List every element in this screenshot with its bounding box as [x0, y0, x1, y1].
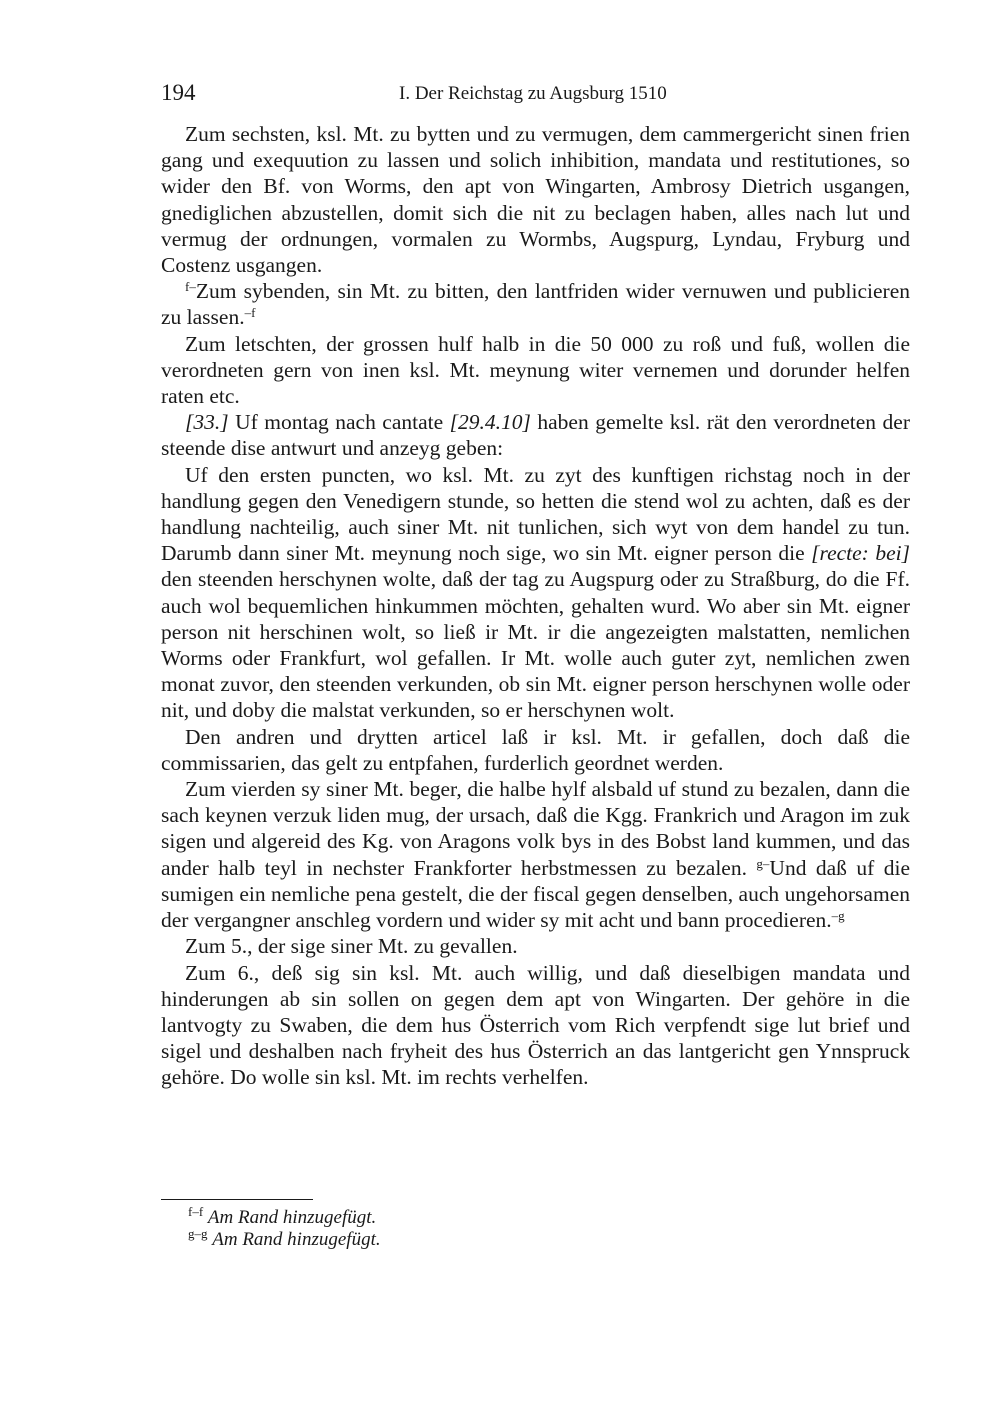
footnote-g	[188, 1226, 888, 1251]
footnote-f	[188, 1204, 888, 1229]
footnote-mark: f–f	[188, 1204, 204, 1219]
footnote-mark-open: f–	[185, 279, 196, 295]
footnote-rule	[161, 1199, 313, 1200]
paragraph-text: Zum letschten, der grossen hulf halb in die 50 000 zu roß und fuß, wollen die verordneten gern von inen ksl. Mt. meynung witer vernemen und dorunder helfen raten etc.	[161, 331, 910, 409]
paragraph-4th-point	[161, 776, 910, 933]
paragraph-last-point	[161, 331, 910, 410]
paragraph-text: Zum sechsten, ksl. Mt. zu bytten und zu vermugen, dem cammergericht sinen frien gang und exequution zu lassen und solich inhibition, mandata und restitutiones, so wider den Bf. von Worms, den apt von Wingarten, Ambrosy Dietrich usgangen, gnediglichen abzustellen, domit sich die nit zu beclagen haben, alles nach lut und vermug der ordnungen, vormalen zu Wormbs, Augspurg, Lyndau, Fryburg und Costenz usgangen.	[161, 122, 910, 278]
running-head: I. Der Reichstag zu Augsburg 1510	[399, 83, 667, 104]
paragraph-text: Uf den ersten puncten, wo ksl. Mt. zu zyt des kunftigen richstag noch in der handlung gegen den Venedigern stunde, so hetten die stend wol zu achten, daß es der handlung nachteilig, auch siner Mt. nit tunlichen, sich wyt von dem handel zu tun. Darumb dann siner Mt. meynung noch sige, wo sin Mt. eigner person die	[161, 462, 910, 566]
paragraph-5th-point	[161, 933, 910, 959]
footnote-mark-open: g–	[756, 855, 770, 871]
paragraph-33	[161, 409, 910, 461]
paragraph-text: haben gemelte ksl. rät den verordneten der steende dise antwurt und anzeyg geben:	[161, 410, 910, 461]
paragraph-6th-point	[161, 121, 910, 278]
paragraph-text: Zum vierden sy siner Mt. beger, die halbe hylf alsbald uf stund zu bezalen, dann die sach keynen verzuk liden mug, der ursach, daß die Kgg. Frankrich und Aragon im zuk sigen und algereid des Kg. von Aragons volk bys in des Bobst land kummen, und das ander halb teyl in nechster Frankforter herbstmessen zu bezalen.	[161, 777, 910, 880]
footnote-mark: g–g	[188, 1226, 208, 1241]
paragraph-7th-point	[161, 278, 910, 330]
footnote-text: Am Rand hinzugefügt.	[212, 1229, 381, 1250]
page-number: 194	[161, 80, 196, 105]
footnote-mark-close: –g	[831, 908, 845, 924]
paragraph-2nd-3rd-articles	[161, 724, 910, 776]
main-text	[161, 121, 910, 1091]
paragraph-6th-answer	[161, 960, 910, 1091]
footnote-text: Am Rand hinzugefügt.	[207, 1207, 377, 1228]
paragraph-text: Uf montag nach cantate	[228, 410, 450, 435]
paragraph-text: Zum 6., deß sig sin ksl. Mt. auch willig, und daß dieselbigen mandata und hinderungen ab sin sollen on gegen dem apt von Wingarten. Der gehöre in die lantvogty zu Swaben, die dem hus Österrich vom Rich verpfendt sige lut brief und sigel und deshalben nach fryheit des hus Österrich an das lantgericht gen Ynnspruck gehöre. Do wolle sin ksl. Mt. im rechts verhelfen.	[161, 960, 910, 1090]
footnote-mark-close: –f	[244, 305, 256, 321]
editorial-emendation: [recte: bei]	[811, 541, 910, 566]
paragraph-first-point	[161, 462, 910, 724]
section-number: [33.]	[185, 410, 229, 435]
paragraph-text: Und daß uf die sumigen ein nemliche pena gestelt, die der fiscal gegen denselben, auch ungehorsamen der vergangner anschleg vordern und wider sy mit acht und bann procedieren.	[161, 855, 911, 933]
paragraph-text: Den andren und drytten articel laß ir ksl. Mt. ir gefallen, doch daß die commissarien, das gelt zu entpfahen, furderlich geordnet werden.	[161, 724, 910, 775]
editorial-date: [29.4.10]	[449, 410, 531, 435]
footnotes	[188, 1204, 888, 1251]
paragraph-text: Zum 5., der sige siner Mt. zu gevallen.	[185, 934, 518, 959]
paragraph-text: den steenden herschynen wolte, daß der tag zu Augspurg oder zu Straßburg, do die Ff. auch wol bequemlichen hinkummen möchten, gehalten wurd. Wo aber sin Mt. eigner person nit herschinen wolt, so ließ ir Mt. ir die angezeigten malstatten, nemlichen Worms oder Frankfurt, wol gefallen. Ir Mt. wolle auch guter zyt, nemlichen zwen monat zuvor, den steenden verkunden, ob sin Mt. eigner person herschynen wolle oder nit, und doby die malstat verkunden, so er herschynen wolt.	[161, 567, 910, 723]
paragraph-text: Zum sybenden, sin Mt. zu bitten, den lantfriden wider vernuwen und publicieren zu lassen.	[161, 279, 910, 330]
